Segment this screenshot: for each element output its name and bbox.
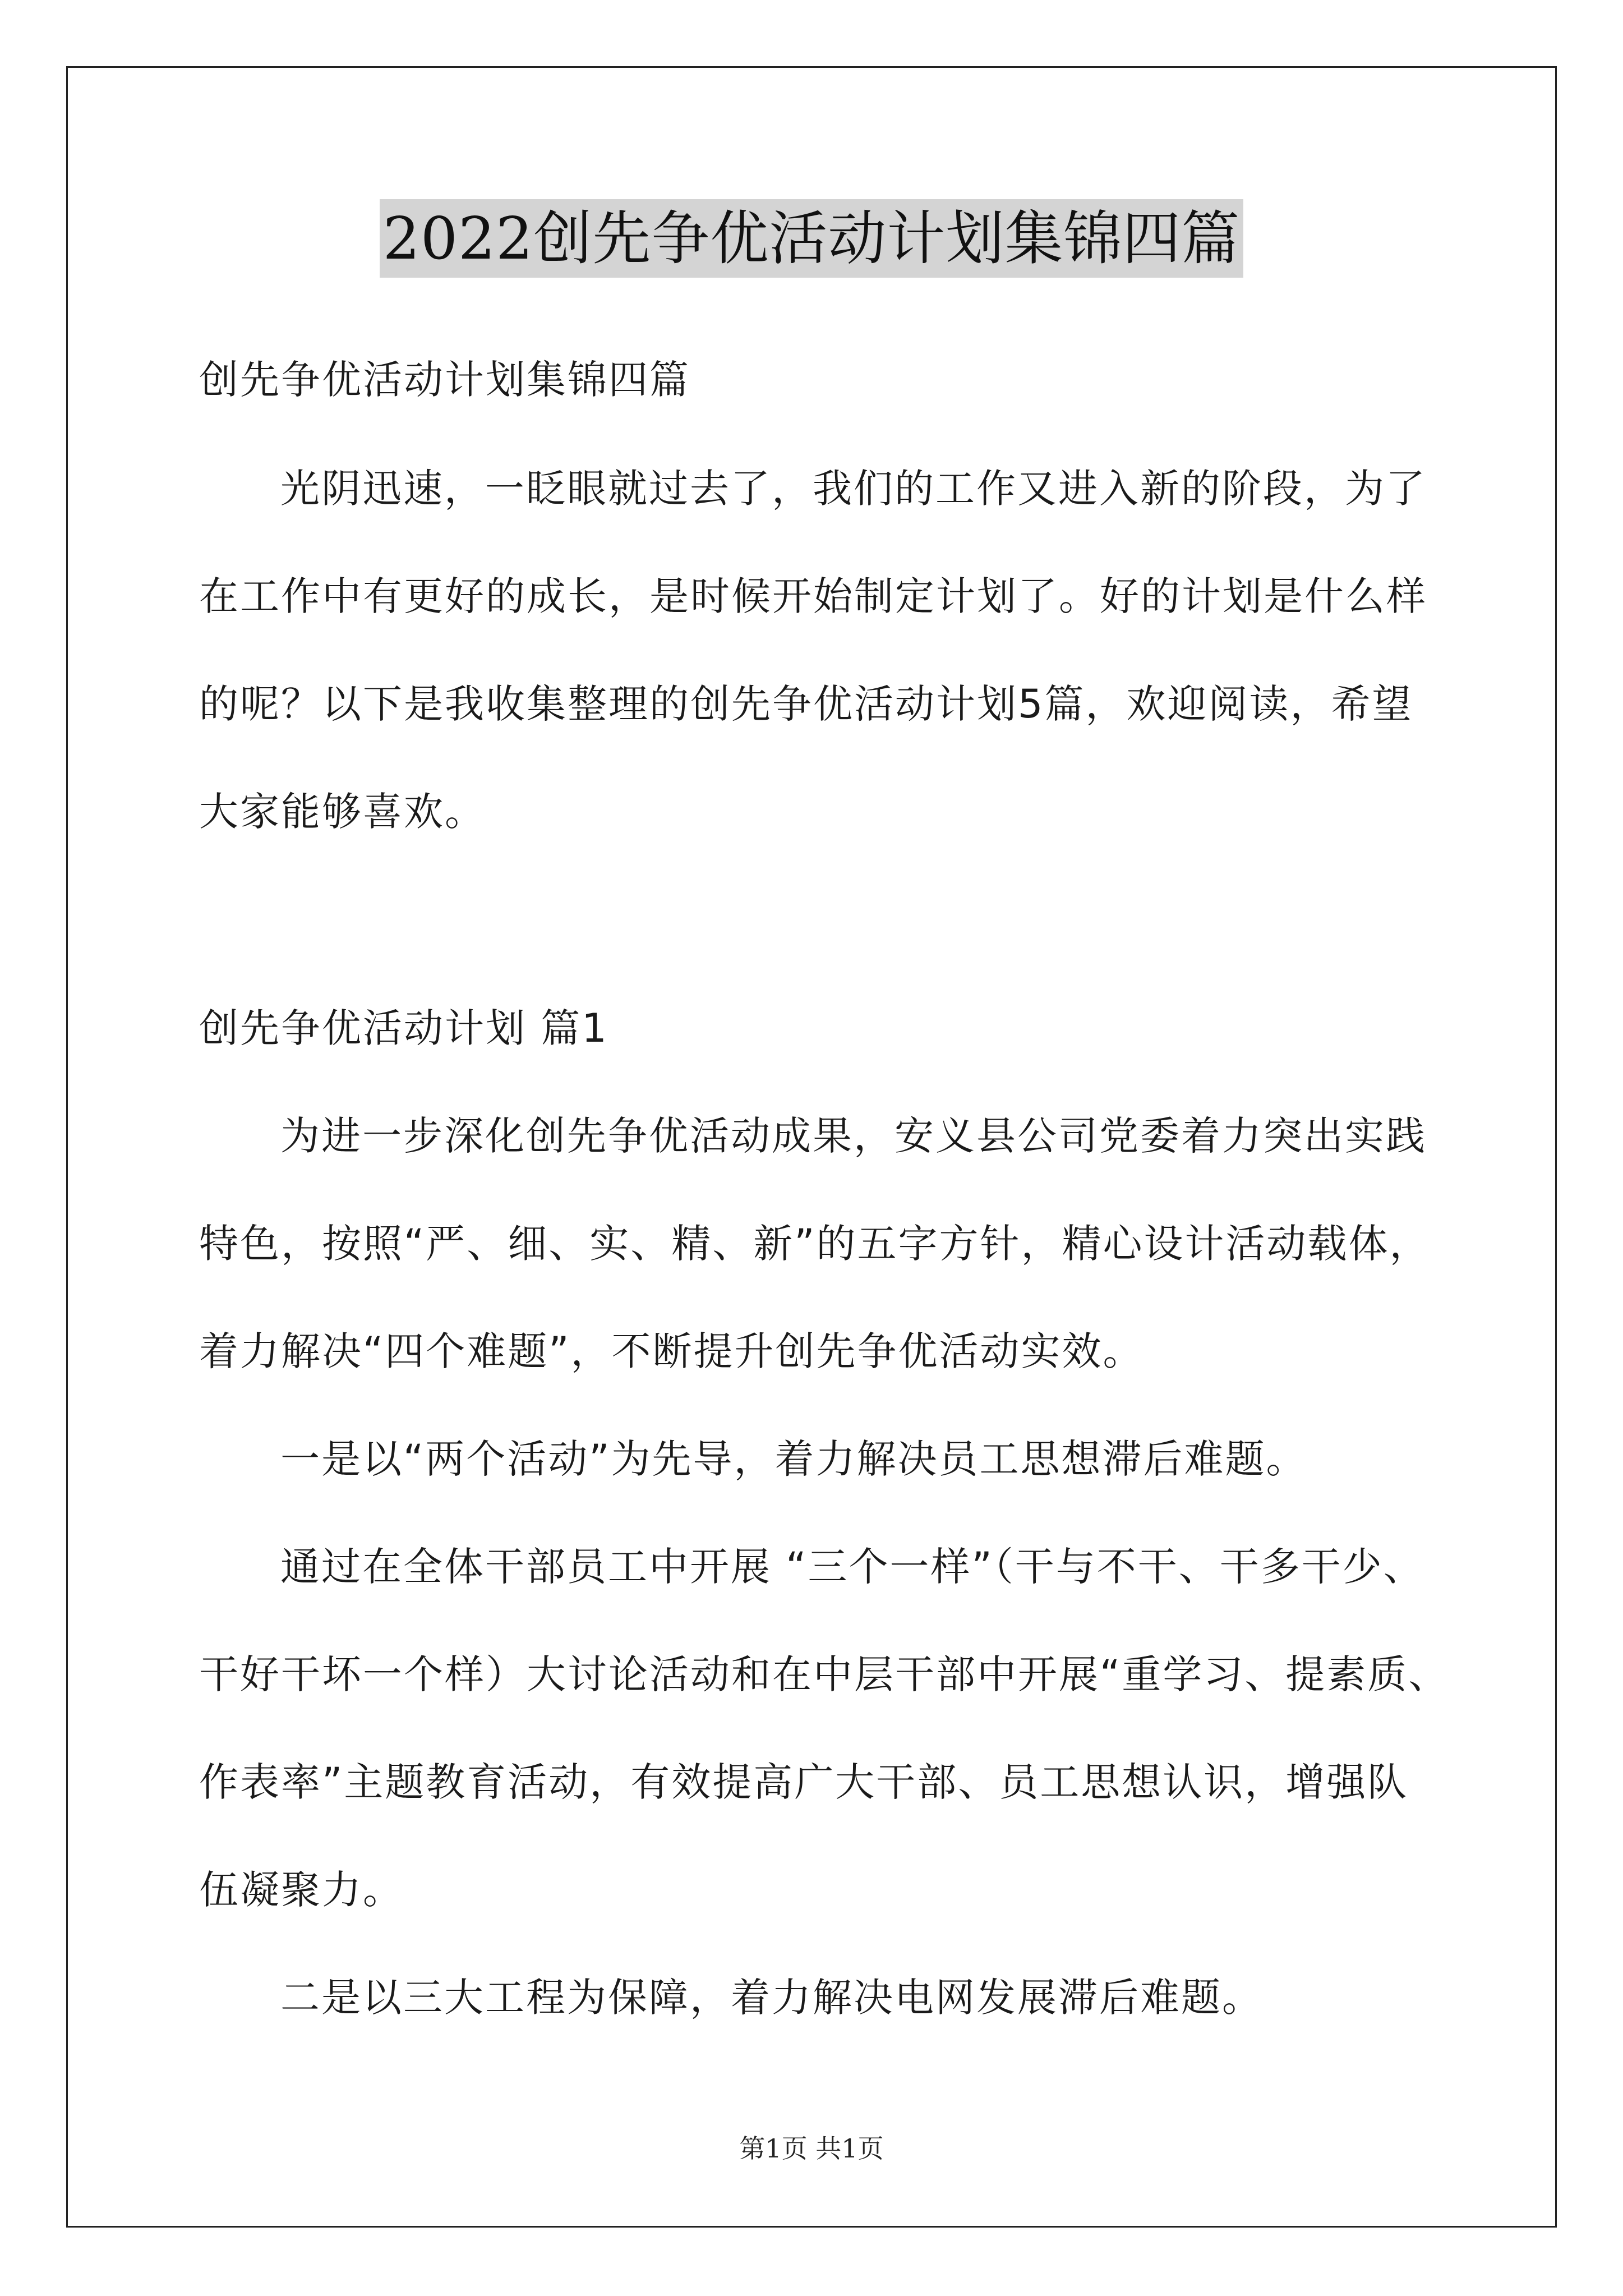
paragraph-line: 着力解决“四个难题”，不断提升创先争优活动实效。 xyxy=(199,1328,1144,1374)
intro-line: 光阴迅速，一眨眼就过去了，我们的工作又进入新的阶段，为了 xyxy=(280,466,1427,512)
intro-line: 在工作中有更好的成长，是时候开始制定计划了。好的计划是什么样 xyxy=(199,573,1427,619)
paragraph-line: 伍凝聚力。 xyxy=(199,1867,404,1913)
paragraph-line: 作表率”主题教育活动，有效提高广大干部、员工思想认识，增强队 xyxy=(199,1759,1409,1805)
paragraph-line: 为进一步深化创先争优活动成果，安义县公司党委着力突出实践 xyxy=(280,1113,1427,1159)
point-heading: 二是以三大工程为保障，着力解决电网发展滞后难题。 xyxy=(280,1975,1263,2021)
section-heading: 创先争优活动计划 篇1 xyxy=(199,1005,608,1051)
intro-line: 的呢？以下是我收集整理的创先争优活动计划5篇，欢迎阅读，希望 xyxy=(199,681,1413,727)
document-subtitle: 创先争优活动计划集锦四篇 xyxy=(199,357,690,403)
paragraph-line: 通过在全体干部员工中开展 “三个一样”（干与不干、干多干少、 xyxy=(280,1544,1424,1590)
document-title: 2022创先争优活动计划集锦四篇 xyxy=(380,199,1244,278)
paragraph-line: 特色，按照“严、细、实、精、新”的五字方针，精心设计活动载体， xyxy=(199,1221,1431,1267)
intro-line: 大家能够喜欢。 xyxy=(199,789,486,835)
title-container xyxy=(0,199,1623,278)
paragraph-line: 干好干坏一个样）大讨论活动和在中层干部中开展“重学习、提素质、 xyxy=(199,1651,1450,1697)
page-footer: 第1页 共1页 xyxy=(739,2133,884,2164)
point-heading: 一是以“两个活动”为先导，着力解决员工思想滞后难题。 xyxy=(280,1436,1307,1482)
